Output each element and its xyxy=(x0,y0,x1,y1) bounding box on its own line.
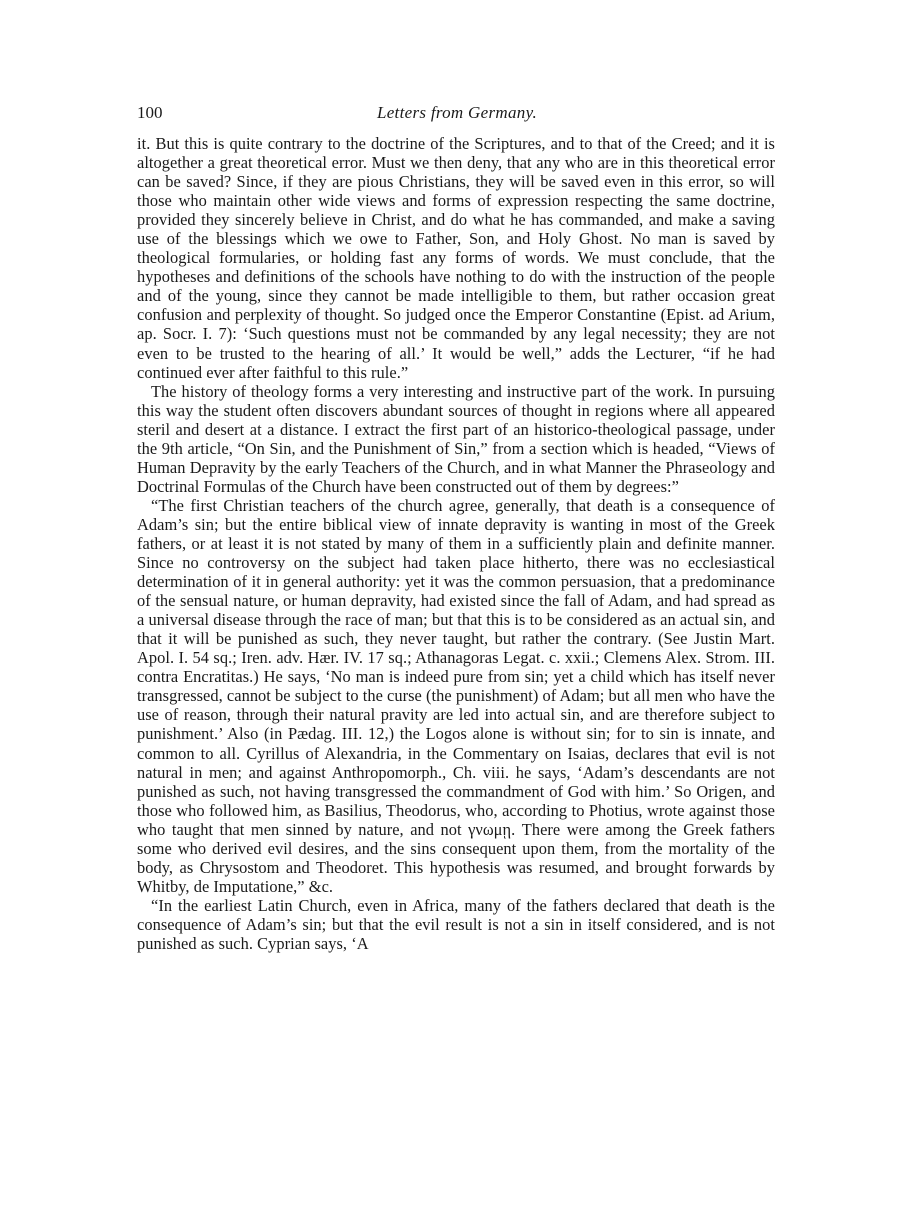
running-title: Letters from Germany. xyxy=(376,103,538,122)
running-head xyxy=(137,103,777,127)
paragraph-continued: it. But this is quite contrary to the doctrine of the Scriptures, and to that of the Creed; and it is altogether a great theoretical error. Must we then deny, that any who are in this theoretical error can be saved? Since, if they are pious Christians, they will be saved even in this error, so will those who maintain other wide views and forms of expression respecting the same doctrine, provided they sincerely believe in Christ, and do what he has commanded, and make a saving use of the blessings which we owe to Father, Son, and Holy Ghost. No man is saved by theological formularies, or holding fast any forms of words. We must conclude, that the hypotheses and definitions of the schools have nothing to do with the instruction of the people and of the young, since they cannot be made intelligible to them, but rather occasion great confusion and perplexity of thought. So judged once the Emperor Constantine (Epist. ad Arium, ap. Socr. I. 7): ‘Such questions must not be commanded by any legal necessity; they are not even to be trusted to the hearing of all.’ It would be well,” adds the Lecturer, “if he had continued ever after faithful to this rule.” xyxy=(137,134,775,382)
paragraph-quotation-latin-church: “In the earliest Latin Church, even in Africa, many of the fathers declared that death is the consequence of Adam’s sin; but that the evil result is not a sin in itself considered, and is not punished as such. Cyprian says, ‘A xyxy=(137,895,775,953)
paragraph-history-of-theology: The history of theology forms a very interesting and instructive part of the work. In pursuing this way the student often discovers abundant sources of thought in regions where all appeared steril and desert at a distance. I extract the first part of an historico-theological passage, under the 9th article, “On Sin, and the Punishment of Sin,” from a section which is headed, “Views of Human Depravity by the early Teachers of the Church, and in what Manner the Phraseology and Doctrinal Formulas of the Church have been constructed out of them by degrees:” xyxy=(137,381,775,496)
body-text xyxy=(137,134,775,953)
page-number: 100 xyxy=(137,103,163,122)
paragraph-quotation-greek-fathers: “The first Christian teachers of the church agree, generally, that death is a consequence of Adam’s sin; but the entire biblical view of innate depravity is wanting in most of the Greek fathers, or at least it is not stated by many of them in a sufficiently plain and definite manner. Since no controversy on the subject had taken place hitherto, there was no ecclesiastical determination of it in general authority: yet it was the common persuasion, that a predominance of the sensual nature, or human depravity, had existed since the fall of Adam, and had spread as a universal disease through the race of man; but that this is to be considered as an actual sin, and that it will be punished as such, they never taught, but rather the contrary. (See Justin Mart. Apol. I. 54 sq.; Iren. adv. Hær. IV. 17 sq.; Athanagoras Legat. c. xxii.; Clemens Alex. Strom. III. contra Encratitas.) He says, ‘No man is indeed pure from sin; yet a child which has itself never transgressed, cannot be subject to the curse (the punishment) of Adam; but all men who have the use of reason, through their natural pravity are led into actual sin, and are therefore subject to punishment.’ Also (in Pædag. III. 12,) the Logos alone is without sin; for to sin is innate, and common to all. Cyrillus of Alexandria, in the Commentary on Isaias, declares that evil is not natural in men; and against Anthropomorph., Ch. viii. he says, ‘Adam’s descendants are not punished as such, not having transgressed the commandment of God with him.’ So Origen, and those who followed him, as Basilius, Theodorus, who, according to Photius, wrote against those who taught that men sinned by nature, and not γνωμῃ. There were among the Greek fathers some who derived evil desires, and the sins consequent upon them, from the mortality of the body, as Chrysostom and Theodoret. This hypothesis was resumed, and brought forwards by Whitby, de Imputatione,” &c. xyxy=(137,495,775,896)
